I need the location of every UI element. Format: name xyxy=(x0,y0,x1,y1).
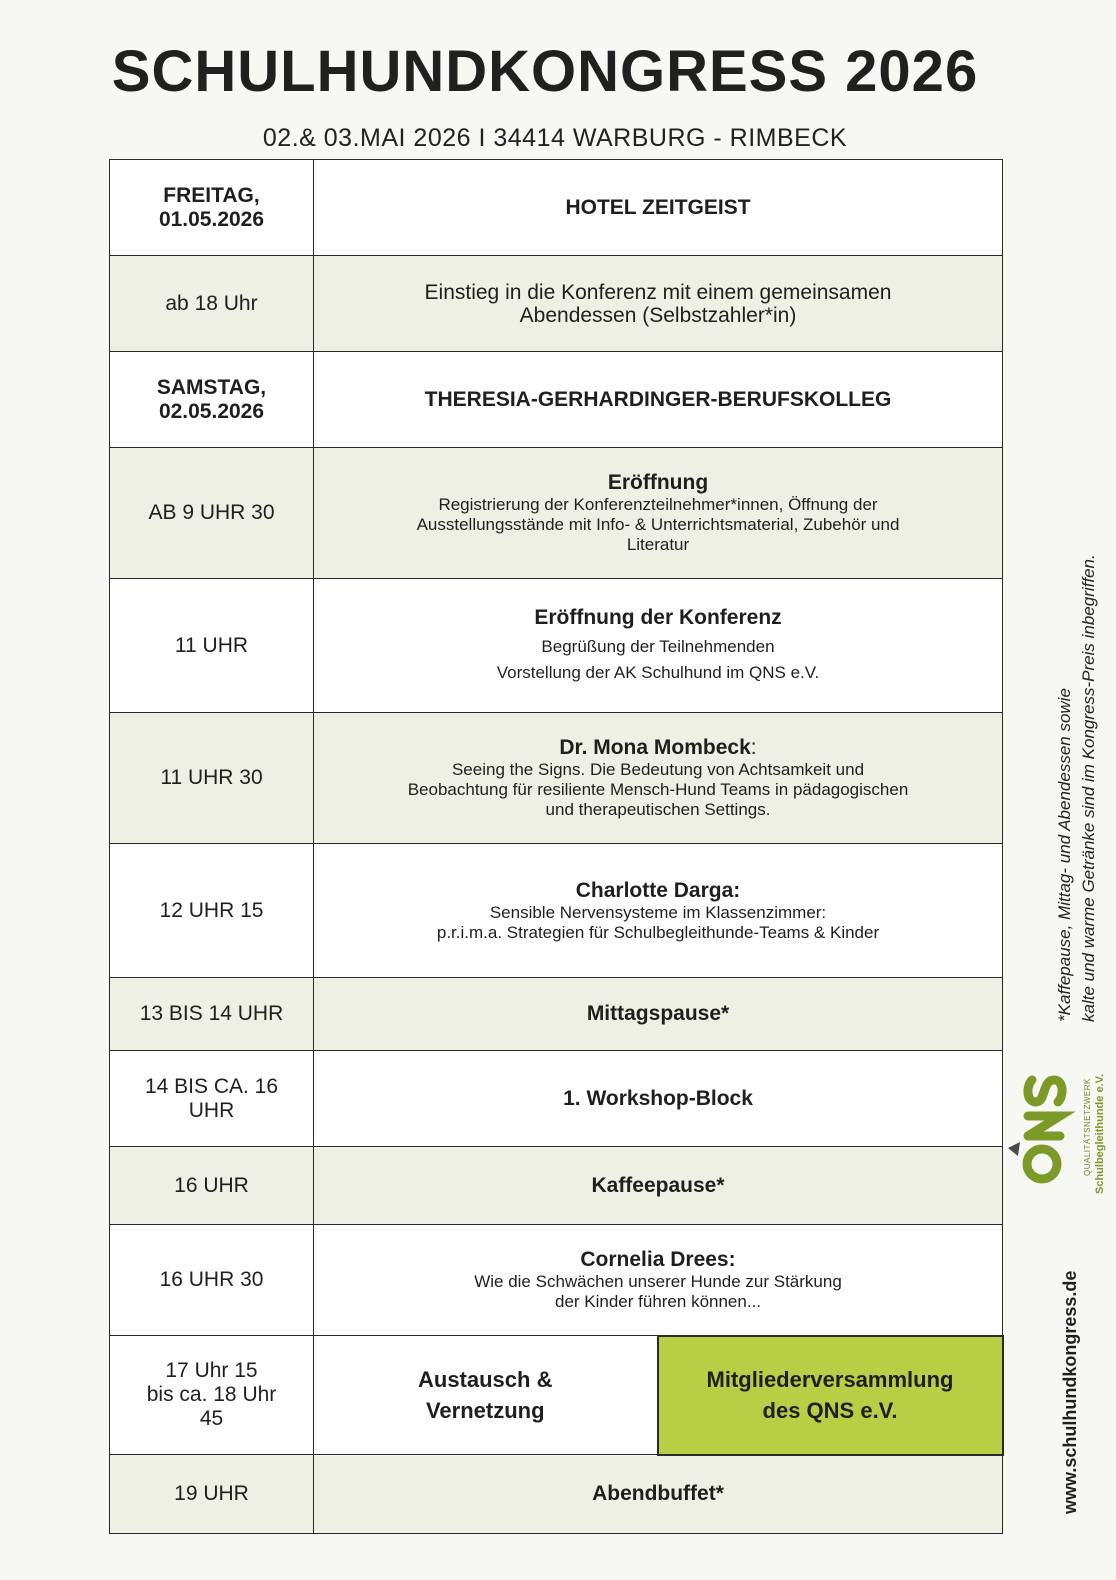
arrival-description xyxy=(314,256,1003,352)
speaker-name: Cornelia Drees: xyxy=(580,1247,736,1271)
workshop-block: 1. Workshop-Block xyxy=(314,1051,1003,1147)
speaker-colon: : xyxy=(750,736,757,759)
networking-line: Vernetzung xyxy=(425,1398,545,1423)
mombeck-talk-cell xyxy=(314,713,1003,844)
table-row xyxy=(110,1225,1003,1336)
darga-talk-cell xyxy=(314,844,1003,978)
session-desc-line: Ausstellungsstände mit Info- & Unterrichtsmaterial, Zubehör und xyxy=(416,515,900,534)
session-desc-line: p.r.i.m.a. Strategien für Schulbegleithunde-Teams & Kinder xyxy=(436,922,880,942)
table-row xyxy=(110,1455,1003,1534)
friday-header-row xyxy=(110,160,1003,256)
time-line: 17 Uhr 15 xyxy=(165,1359,258,1382)
time-line: UHR xyxy=(188,1098,235,1122)
opening-cell xyxy=(314,448,1003,579)
time-cell: 16 UHR xyxy=(110,1147,314,1225)
speaker-name: Dr. Mona Mombeck xyxy=(559,736,751,759)
member-meeting-line: des QNS e.V. xyxy=(762,1398,898,1423)
speaker-name: Charlotte Darga: xyxy=(575,878,741,902)
page-title: SCHULHUNDKONGRESS 2026 xyxy=(111,39,979,104)
friday-date: 01.05.2026 xyxy=(158,207,265,231)
saturday-header-row xyxy=(110,352,1003,448)
table-row xyxy=(110,448,1003,579)
time-line: 45 xyxy=(199,1407,224,1430)
session-title: Eröffnung der Konferenz xyxy=(534,605,782,629)
networking-line: Austausch & xyxy=(418,1367,553,1392)
member-meeting-cell xyxy=(658,1336,1003,1455)
speaker-line xyxy=(332,736,984,760)
session-desc-line: Seeing the Signs. Die Bedeutung von Achtsamkeit und xyxy=(451,760,865,779)
footnote-line: *Kaffepause, Mittag- und Abendessen sowie xyxy=(1055,688,1074,1022)
time-cell xyxy=(110,1051,314,1147)
table-row xyxy=(110,978,1003,1051)
logo-name: Schulbegleithunde e.V. xyxy=(1094,1073,1106,1194)
saturday-day: SAMSTAG, xyxy=(156,375,267,399)
table-row xyxy=(110,1147,1003,1225)
session-desc-line: Begrüßung der Teilnehmenden xyxy=(541,636,775,656)
event-date-location: 02.& 03.MAI 2026 I 34414 WARBURG - RIMBECK xyxy=(262,124,848,152)
saturday-venue: THERESIA-GERHARDINGER-BERUFSKOLLEG xyxy=(314,352,1003,448)
arrival-line-2: Abendessen (Selbstzahler*in) xyxy=(519,303,797,327)
time-line: 14 BIS CA. 16 xyxy=(144,1074,279,1098)
friday-day: FREITAG, xyxy=(163,183,260,207)
friday-venue: HOTEL ZEITGEIST xyxy=(314,160,1003,256)
catering-footnote xyxy=(1053,554,1101,1022)
session-desc-line: Beobachtung für resiliente Mensch-Hund Teams in pädagogischen xyxy=(407,780,909,799)
time-cell: AB 9 UHR 30 xyxy=(110,448,314,579)
table-row xyxy=(110,579,1003,713)
session-desc-line: Sensible Nervensysteme im Klassenzimmer: xyxy=(489,902,827,922)
session-desc-line: und therapeutischen Settings. xyxy=(545,800,771,819)
saturday-date: 02.05.2026 xyxy=(158,399,265,423)
table-row xyxy=(110,256,1003,352)
lunch-break: Mittagspause* xyxy=(314,978,1003,1051)
time-cell: 19 UHR xyxy=(110,1455,314,1534)
session-desc-line: der Kinder führen können... xyxy=(554,1291,762,1311)
session-title: Eröffnung xyxy=(607,471,709,494)
networking-cell xyxy=(314,1336,658,1455)
dinner-buffet: Abendbuffet* xyxy=(314,1455,1003,1534)
session-desc-line: Wie die Schwächen unserer Hunde zur Stärkung xyxy=(474,1271,842,1291)
session-desc-line: Registrierung der Konferenzteilnehmer*innen, Öffnung der xyxy=(438,495,878,514)
time-line: bis ca. 18 Uhr xyxy=(146,1383,277,1406)
logo-subtitle: QUALITÄTSNETZWERK xyxy=(1083,1078,1092,1176)
time-cell: 11 UHR xyxy=(110,579,314,713)
table-row xyxy=(110,1051,1003,1147)
conference-opening-cell xyxy=(314,579,1003,713)
time-cell: 13 BIS 14 UHR xyxy=(110,978,314,1051)
time-cell: 12 UHR 15 xyxy=(110,844,314,978)
time-cell: 11 UHR 30 xyxy=(110,713,314,844)
time-cell: ab 18 Uhr xyxy=(110,256,314,352)
table-row xyxy=(110,844,1003,978)
time-cell: 16 UHR 30 xyxy=(110,1225,314,1336)
time-cell xyxy=(110,1336,314,1455)
footnote-line: kalte und warme Getränke sind im Kongress-Preis inbegriffen. xyxy=(1079,554,1098,1022)
website-link[interactable]: www.schulhundkongress.de xyxy=(1060,1270,1080,1514)
friday-date-cell xyxy=(110,160,314,256)
session-desc-line: Vorstellung der AK Schulhund im QNS e.V. xyxy=(496,662,820,682)
coffee-break: Kaffeepause* xyxy=(314,1147,1003,1225)
member-meeting-line: Mitgliederversammlung xyxy=(706,1367,954,1392)
schedule-table xyxy=(109,159,1004,1534)
table-row xyxy=(110,1336,1003,1455)
saturday-date-cell xyxy=(110,352,314,448)
arrival-line-1: Einstieg in die Konferenz mit einem gemeinsamen xyxy=(424,280,892,304)
table-row xyxy=(110,713,1003,844)
drees-talk-cell xyxy=(314,1225,1003,1336)
session-desc-line: Literatur xyxy=(626,535,690,554)
